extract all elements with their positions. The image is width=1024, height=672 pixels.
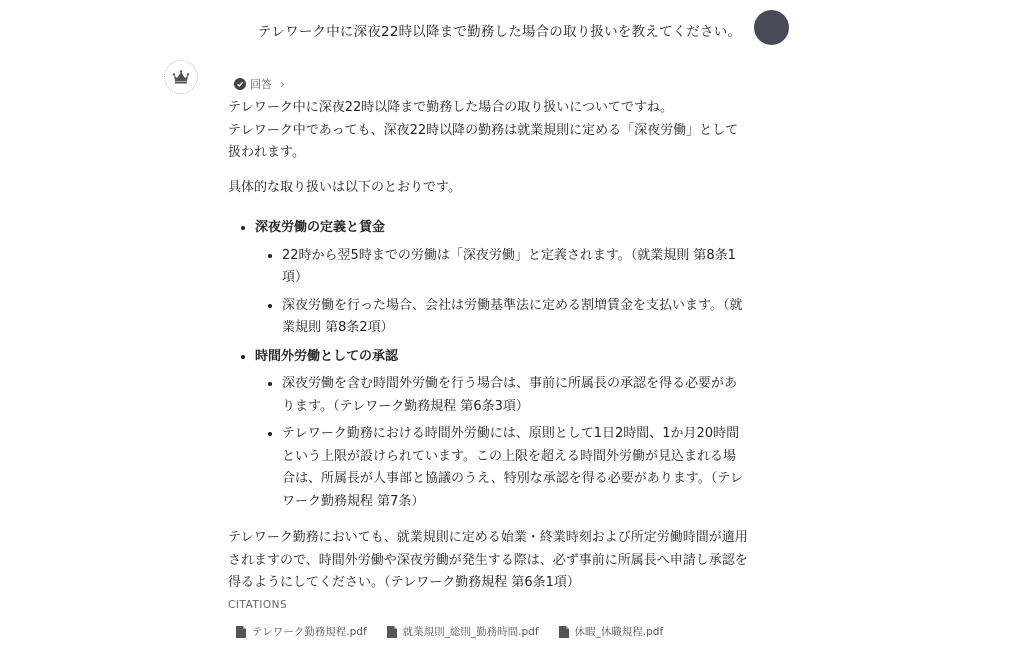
sub-item-text: 深夜労働を行った場合、会社は労働基準法に定める割増賃金を支払います。（就業規則 第8条2項） — [282, 297, 743, 335]
answer-label: 回答 — [250, 78, 272, 91]
section-title: 深夜労働の定義と賃金 — [255, 220, 386, 235]
user-message: テレワーク中に深夜22時以降まで勤務した場合の取り扱いを教えてください。 — [258, 24, 742, 40]
bot-avatar — [164, 60, 198, 94]
sub-list-item — [228, 295, 748, 340]
sub-list-item — [228, 373, 748, 418]
pdf-file-icon — [559, 626, 569, 638]
citation-label: 休暇_休職規程.pdf — [574, 626, 664, 638]
citations-list — [236, 624, 663, 639]
lead-text: 具体的な取り扱いは以下のとおりです。 — [228, 179, 461, 195]
citations-title: CITATIONS — [228, 599, 288, 611]
bullet-icon — [268, 254, 272, 258]
citation-label: テレワーク勤務規程.pdf — [252, 626, 367, 638]
intro-line-2: テレワーク中であっても、深夜22時以降の勤務は就業規則に定める「深夜労働」として扱われます。 — [228, 122, 739, 160]
citation-link[interactable] — [559, 624, 664, 639]
sub-item-text: 22時から翌5時までの労働は「深夜労働」と定義されます。（就業規則 第8条1項） — [282, 247, 736, 285]
conclusion-text: テレワーク勤務においても、就業規則に定める始業・終業時刻および所定労働時間が適用されますので、時間外労働や深夜労働が発生する際は、必ず事前に所属長へ申請し承認を得るようにしてください。（テレワーク勤務規程 第6条1項） — [228, 530, 748, 590]
sub-list-item — [228, 423, 748, 513]
crown-logo-icon — [172, 69, 190, 85]
citation-link[interactable] — [387, 624, 539, 639]
answer-toggle[interactable] — [234, 76, 285, 92]
bullet-icon — [268, 304, 272, 308]
section-item — [228, 346, 748, 369]
intro-line-1: テレワーク中に深夜22時以降まで勤務した場合の取り扱いについてですね。 — [228, 100, 674, 115]
bullet-icon — [241, 355, 245, 359]
bullet-icon — [268, 382, 272, 386]
sub-list-item — [228, 245, 748, 290]
citation-link[interactable] — [236, 624, 367, 639]
check-circle-icon — [234, 78, 246, 90]
pdf-file-icon — [387, 626, 397, 638]
section-item — [228, 217, 748, 240]
sub-item-text: テレワーク勤務における時間外労働には、原則として1日2時間、1か月20時間という上限が設けられています。この上限を超える時間外労働が見込まれる場合は、所属長が人事部と協議のうえ、特別な承認を得る必要があります。（テレワーク勤務規程 第7条） — [282, 426, 743, 509]
bullet-icon — [241, 226, 245, 230]
bullet-icon — [268, 432, 272, 436]
citation-label: 就業規則_総則_勤務時間.pdf — [402, 626, 539, 638]
sub-item-text: 深夜労働を含む時間外労働を行う場合は、事前に所属長の承認を得る必要があります。（テレワーク勤務規程 第6条3項） — [282, 376, 738, 414]
section-title: 時間外労働としての承認 — [255, 348, 399, 364]
chevron-right-icon: › — [280, 77, 285, 91]
pdf-file-icon — [236, 626, 246, 638]
user-avatar[interactable] — [754, 10, 789, 45]
answer-content — [228, 97, 748, 595]
